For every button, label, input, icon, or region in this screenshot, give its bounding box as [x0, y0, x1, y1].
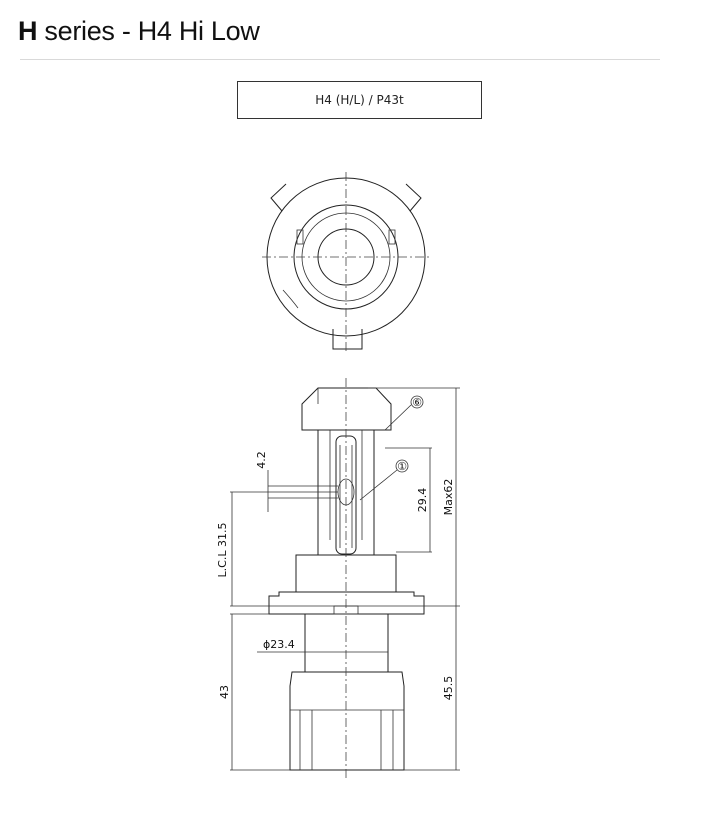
socket-body	[290, 672, 404, 770]
callout-6-leader	[385, 405, 411, 430]
dim-4-2-label: 4.2	[255, 451, 268, 469]
top-view-right-tab	[406, 184, 421, 211]
dim-29-4-label: 29.4	[416, 487, 429, 513]
dim-45-5-label: 45.5	[442, 675, 455, 701]
callout-6-label: ⑥	[412, 396, 422, 409]
title-series-letter: H	[18, 16, 38, 46]
bulb-cap	[302, 388, 391, 430]
base-cylinder	[305, 614, 388, 672]
top-view-left-tab	[271, 184, 286, 211]
top-view-bottom-tab	[333, 329, 362, 349]
callout-1-leader	[360, 470, 397, 500]
dim-lcl-label: L.C.L 31.5	[216, 522, 229, 578]
top-view	[262, 172, 430, 352]
bulb-flange	[269, 592, 424, 614]
dim-diameter-label: ϕ23.4	[263, 638, 295, 651]
dim-max62-label: Max62	[442, 478, 455, 516]
dim-43-label: 43	[218, 685, 231, 699]
title-text: series - H4 Hi Low	[37, 16, 260, 46]
top-view-notch	[283, 290, 298, 308]
side-view	[216, 378, 460, 780]
callout-1-label: ①	[397, 460, 407, 473]
spec-label-text: H4 (H/L) / P43t	[315, 93, 404, 107]
